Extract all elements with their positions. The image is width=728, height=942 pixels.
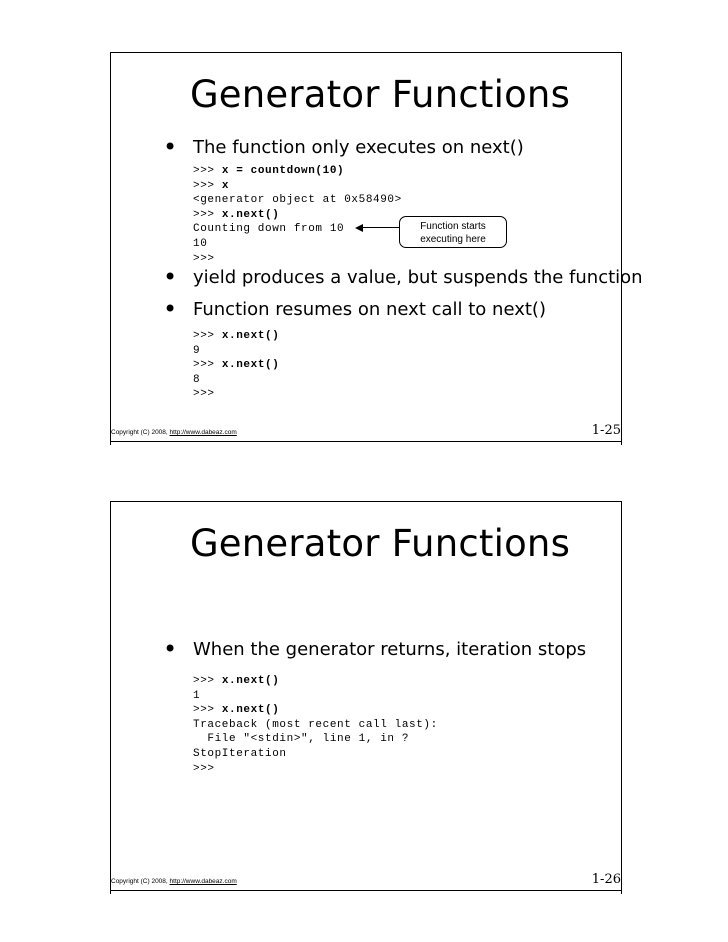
callout-box xyxy=(399,216,507,248)
arrow-icon xyxy=(355,224,363,232)
code-line: 8 xyxy=(193,373,201,386)
bullet-dot-icon: • xyxy=(163,133,178,161)
bullet-text: yield produces a value, but suspends the function xyxy=(193,267,643,288)
copyright-text: Copyright (C) 2008, xyxy=(111,429,168,436)
code-block xyxy=(193,164,402,266)
code-line: >>> xyxy=(193,762,215,775)
code-block xyxy=(193,674,438,776)
bullet-dot-icon: • xyxy=(163,635,178,663)
bullet-item xyxy=(163,263,643,291)
bullet-text: Function resumes on next call to next() xyxy=(193,299,546,320)
footer-copyright xyxy=(111,429,237,436)
code-line: >>> x.next() xyxy=(193,208,280,221)
bullet-dot-icon: • xyxy=(163,295,178,323)
code-line: 9 xyxy=(193,344,201,357)
slide-title: Generator Functions xyxy=(189,73,571,116)
code-line: StopIteration xyxy=(193,747,287,760)
callout-text: Function starts xyxy=(420,221,486,232)
code-line: 10 xyxy=(193,237,208,250)
code-line: >>> x = countdown(10) xyxy=(193,165,345,177)
code-line: >>> x.next() xyxy=(193,359,280,372)
footer-divider xyxy=(111,441,621,442)
footer-divider xyxy=(111,890,621,891)
footer-link[interactable]: http://www.dabeaz.com xyxy=(169,878,237,885)
slide-1-26 xyxy=(110,501,622,894)
bullet-text: The function only executes on next() xyxy=(193,137,524,158)
bullet-item xyxy=(163,133,524,161)
code-block xyxy=(193,329,279,402)
code-line: 1 xyxy=(193,689,201,702)
code-line: >>> x.next() xyxy=(193,704,280,717)
copyright-text: Copyright (C) 2008, xyxy=(111,878,168,885)
code-line: >>> x xyxy=(193,179,230,192)
arrow-line xyxy=(361,227,399,228)
slide-1-25 xyxy=(110,52,643,445)
code-line: >>> x.next() xyxy=(193,675,280,687)
callout-text: executing here xyxy=(420,234,486,245)
code-line: >>> x.next() xyxy=(193,330,280,342)
bullet-text: When the generator returns, iteration stops xyxy=(193,639,587,660)
bullet-item xyxy=(163,295,546,323)
code-line: >>> xyxy=(193,252,215,265)
code-line: <generator object at 0x58490> xyxy=(193,194,402,207)
code-line: >>> xyxy=(193,388,215,401)
code-line: Traceback (most recent call last): xyxy=(193,718,438,731)
footer-link[interactable]: http://www.dabeaz.com xyxy=(169,429,237,436)
bullet-dot-icon: • xyxy=(163,263,178,291)
code-line: File "<stdin>", line 1, in ? xyxy=(193,733,410,746)
code-line: Counting down from 10 xyxy=(193,223,345,236)
bullet-item xyxy=(163,635,587,663)
slide-title: Generator Functions xyxy=(189,522,571,565)
page-number: 1-26 xyxy=(591,872,621,887)
page-number: 1-25 xyxy=(591,423,621,438)
footer-copyright xyxy=(111,878,237,885)
